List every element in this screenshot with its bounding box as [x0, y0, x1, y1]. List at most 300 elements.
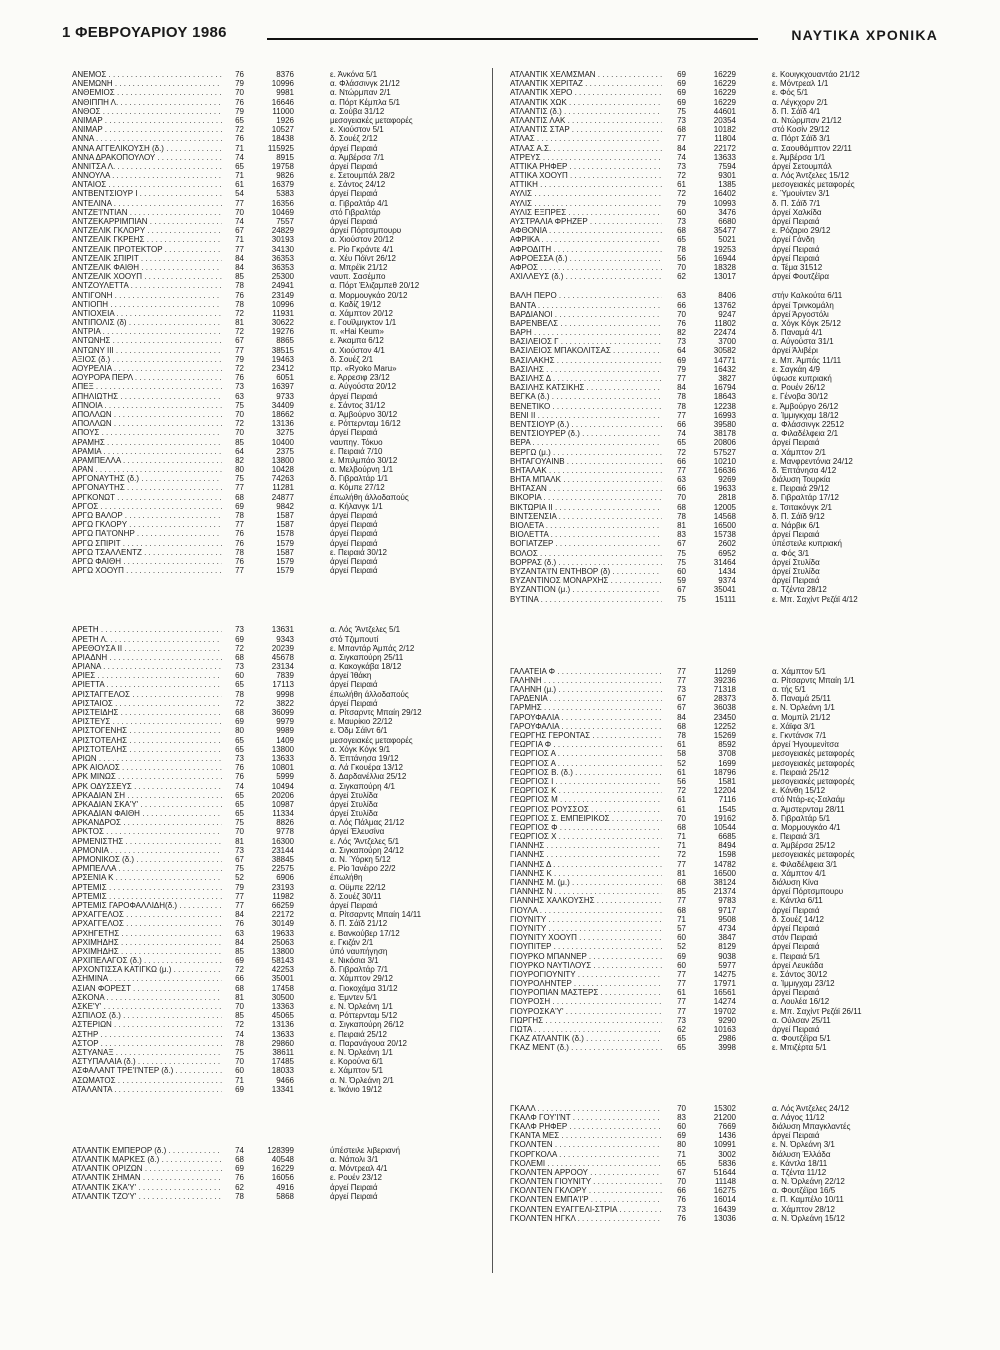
ship-row [72, 392, 472, 401]
build-year: 84 [677, 712, 686, 722]
ship-status: α. Σιγκαπούρη 25/11 [330, 652, 404, 662]
build-year: 71 [677, 914, 686, 924]
ship-status: ε. Ν. Όρλεάνη 1/1 [330, 1047, 393, 1057]
ship-name: ΒΥΖΑΝΤΙΝΟΣ ΜΟΝΑΡΧΗΣ . . . [510, 576, 662, 585]
ship-status: α. Μορμουγκάο 4/1 [772, 822, 841, 832]
build-year: 85 [677, 887, 686, 897]
ship-status: α. Γιβραλτάρ 4/1 [330, 198, 389, 208]
ship-name: ΑΝΕΜΟΣ . . . [72, 70, 222, 79]
tonnage: 2375 [276, 446, 294, 456]
ship-status: μεσογειακές μεταφορές [330, 115, 413, 125]
ship-name: ΑΡΙΕΣ . . . [72, 671, 222, 680]
tonnage: 29860 [271, 1038, 294, 1048]
ship-status: α. Αύγούστα 20/12 [330, 382, 397, 392]
ship-name: ΑΥΛΙΣ . . . [510, 189, 662, 198]
tonnage: 7557 [276, 217, 294, 226]
build-year: 73 [677, 685, 686, 695]
tonnage: 10987 [271, 799, 294, 809]
ship-row [510, 823, 930, 832]
ship-row [72, 263, 472, 272]
ship-row [510, 79, 930, 88]
tonnage: 13800 [271, 455, 294, 465]
ship-status: α. Χόγκ Κόγκ 9/1 [330, 744, 391, 754]
ship-name: ΑΤΛΑΝΤΙΚ ΜΑΡΚΕΣ (δ.) . . . [72, 1155, 222, 1164]
ship-row [72, 1164, 472, 1173]
ship-name: ΑΡΓΟΝΑΥΤΗΣ . . . [72, 483, 222, 492]
ship-name: ΑΣΤΕΡΙΩΝ . . . [72, 1020, 222, 1029]
ship-status: δ. Γιβραλτάρ 1/1 [330, 474, 389, 484]
tonnage: 10182 [713, 125, 736, 135]
ship-row [510, 1214, 930, 1223]
ship-status: άργεί Πειραιά [772, 217, 820, 226]
tonnage: 11000 [272, 106, 294, 116]
ship-status: ε. Πειραιά 5/1 [772, 951, 821, 961]
build-year: 84 [235, 262, 244, 272]
tonnage: 30149 [271, 919, 294, 929]
ship-status: δ. Σουέζ 2/12 [330, 134, 378, 144]
tonnage: 10527 [271, 125, 294, 135]
ship-name: ΓΙΑΝΝΗΣ ΧΑΛΚΟΥΣΗΣ . . . [510, 896, 662, 905]
build-year: 72 [677, 189, 686, 199]
ship-status: ε. Ν. Όρλεάνη 1/1 [330, 1002, 393, 1011]
ship-name: ΑΡΓΩ ΤΣΑΛΛΕΝΤΖ . . . [72, 548, 222, 557]
build-year: 69 [677, 97, 686, 107]
ship-name: ΑΝΤΩΝΥ ΙΙΙ . . . [72, 346, 222, 355]
ship-status: α. Χάμπτον 5/1 [772, 666, 826, 676]
build-year: 70 [235, 1057, 244, 1067]
ship-status: α. Λέγκχορν 2/1 [772, 97, 828, 107]
ship-name: ΒΑΡΕΝΒΕΛΣ . . . [510, 319, 662, 328]
ship-name: ΑΝΤΖΕΛΙΚ ΧΟΟΥΠ . . . [72, 272, 222, 281]
build-year: 84 [677, 143, 686, 153]
build-year: 68 [677, 125, 686, 135]
tonnage: 23144 [271, 845, 294, 855]
ship-row [72, 125, 472, 134]
build-year: 74 [235, 217, 244, 226]
tonnage: 45678 [271, 652, 294, 662]
ship-status: α. Γιοκοχάμα 31/12 [330, 983, 398, 993]
tonnage: 7669 [718, 1121, 736, 1131]
ship-row [510, 162, 930, 171]
ship-row [510, 429, 930, 438]
ship-row [72, 1002, 472, 1011]
build-year: 70 [677, 309, 686, 319]
ship-status: διάλυση Έλλάδα [772, 1149, 831, 1159]
build-year: 75 [235, 864, 244, 874]
ship-name: ΓΙΩΤΑ . . . [510, 1025, 662, 1034]
ship-row [72, 300, 472, 309]
ship-row [72, 837, 472, 846]
tonnage: 15302 [713, 1103, 736, 1113]
build-year: 76 [235, 97, 244, 107]
ship-name: ΑΡΙΣΤΕΥΣ . . . [72, 717, 222, 726]
ship-name: ΓΑΛΗΝΗ (μ.) . . . [510, 685, 662, 694]
ship-status: μεσογειακές μεταφορές [330, 735, 413, 745]
ship-status: α. Λός Πάλμας 21/12 [330, 818, 405, 828]
ship-name: ΓΑΛΑΤΕΙΑ Φ . . . [510, 667, 662, 676]
ship-name: ΒΥΖΑΝΤΙΟΝ (μ.) . . . [510, 585, 662, 594]
ship-status: άργεί Στυλίδα [330, 809, 378, 819]
build-year: 81 [235, 992, 244, 1002]
ship-row [72, 189, 472, 198]
build-year: 70 [677, 1103, 686, 1113]
ship-status: α. Χόγκ Κόγκ 25/12 [772, 318, 842, 328]
ship-status: ε. Κάνθη 15/12 [772, 786, 826, 796]
ship-name: ΓΕΩΡΓΙΟΣ Β. (δ.) . . . [510, 768, 662, 777]
build-year: 76 [235, 1173, 244, 1183]
ship-row [72, 965, 472, 974]
build-year: 73 [677, 337, 686, 347]
ship-name: ΒΟΓΙΑΤΖΕΡ . . . [510, 539, 662, 548]
ship-row [72, 772, 472, 781]
build-year: 61 [677, 767, 686, 777]
build-year: 73 [235, 662, 244, 672]
tonnage: 115925 [267, 143, 294, 153]
ship-status: α. Χάμπτον 28/12 [772, 1204, 835, 1214]
ship-row [510, 438, 930, 447]
ship-row [72, 855, 472, 864]
ship-status: στό Ντάρ-ες-Σαλαάμ [772, 795, 845, 805]
issue-date: 1 ΦΕΒΡΟΥΑΡΙΟΥ 1986 [62, 24, 227, 41]
ship-row [510, 1113, 930, 1122]
build-year: 70 [235, 827, 244, 837]
build-year: 73 [235, 753, 244, 763]
ship-name: ΑΠΟΛΛΩΝ . . . [72, 419, 222, 428]
ship-name: ΒΑΝΤΑ . . . [510, 301, 662, 310]
ship-row [72, 373, 472, 382]
tonnage: 36038 [713, 703, 736, 713]
ship-name: ΑΤΛΑΝΤΙΚ ΕΜΠΕΡΟΡ (δ.) . . . [72, 1146, 222, 1155]
build-year: 66 [235, 974, 244, 984]
build-year: 75 [235, 400, 244, 410]
ship-name: ΑΝΕΜΩΝΗ . . . [72, 79, 222, 88]
tonnage: 13136 [271, 1020, 294, 1030]
build-year: 76 [235, 538, 244, 548]
build-year: 77 [677, 859, 686, 869]
ship-status: δ. Γιβραλτάρ 7/1 [330, 965, 389, 975]
ship-row [72, 1039, 472, 1048]
tonnage: 8826 [276, 818, 294, 828]
ship-row [72, 566, 472, 575]
ship-status: α. Λουλέα 16/12 [772, 997, 830, 1007]
ship-row [72, 134, 472, 143]
ship-name: ΑΣΤΥΠΑΛΑΙΑ (δ.) . . . [72, 1057, 222, 1066]
ship-name: ΑΡΑΜΠΕΛΛΑ . . . [72, 456, 222, 465]
ship-name: ΓΑΡΟΥΦΑΛΙΑ . . . [510, 722, 662, 731]
ship-name: ΑΥΣΤΡΑΛΙΑ ΦΡΗΖΕΡ . . . [510, 217, 662, 226]
ship-row [510, 869, 930, 878]
ship-row [510, 503, 930, 512]
ship-row [510, 88, 930, 97]
tonnage: 23193 [271, 882, 294, 892]
build-year: 63 [677, 475, 686, 485]
ship-row [510, 1205, 930, 1214]
build-year: 66 [677, 484, 686, 494]
ship-row [510, 189, 930, 198]
build-year: 58 [677, 749, 686, 759]
ship-row [72, 864, 472, 873]
ship-status: ε. Ρόττερνταμ 16/12 [330, 419, 401, 429]
ship-name: ΒΗΤΑΣΑΝ . . . [510, 484, 662, 493]
ship-name: ΓΙΟΥΡΚΟ ΝΑΥΤΙΛΟΥΣ . . . [510, 961, 662, 970]
ship-name: ΒΑΣΙΛΕΙΟΣ ΜΠΑΚΟΛΙΤΣΑΣ . . . [510, 346, 662, 355]
build-year: 73 [677, 1204, 686, 1214]
ship-name: ΑΡΓΩ ΠΑ'Ι'ΟΝΗΡ . . . [72, 529, 222, 538]
ship-name: ΓΙΟΥΡΟΓΙΟΥΝΙΤΥ . . . [510, 970, 662, 979]
ship-status: ε. Κουιγκχουαντάο 21/12 [772, 70, 860, 79]
ship-status: α. Νάπολι 3/1 [330, 1155, 379, 1165]
tonnage: 19463 [271, 354, 294, 364]
ship-row [72, 272, 472, 281]
tonnage: 28373 [713, 694, 736, 704]
ship-name: ΒΑΣΙΛΗΣ . . . [510, 365, 662, 374]
ship-name: ΑΣΗΜΙΝΑ . . . [72, 974, 222, 983]
ship-name: ΓΚΑΖ ΑΤΛΑΝΤΙΚ (δ.) . . . [510, 1034, 662, 1043]
build-year: 85 [235, 946, 244, 956]
ship-row [72, 956, 472, 965]
tonnage: 23149 [271, 290, 294, 300]
ship-name: ΓΕΩΡΓΙΟΣ Μ . . . [510, 795, 662, 804]
ship-status: άργεί Στυλίδα [772, 566, 820, 576]
ship-row [72, 217, 472, 226]
build-year: 65 [677, 1034, 686, 1044]
build-year: 76 [235, 373, 244, 383]
tonnage: 19633 [271, 928, 294, 938]
tonnage: 1578 [276, 529, 294, 539]
ship-row [72, 199, 472, 208]
tonnage: 5383 [276, 189, 294, 199]
build-year: 69 [677, 355, 686, 365]
ship-status: άργεί Πειραιά [330, 1191, 378, 1201]
ship-status: ε. Σάντος 30/12 [772, 969, 828, 979]
tonnage: 38515 [271, 345, 294, 355]
tonnage: 19162 [713, 813, 736, 823]
ship-row [510, 786, 930, 795]
ship-row [510, 1131, 930, 1140]
ship-row [510, 961, 930, 970]
build-year: 67 [235, 226, 244, 236]
ship-row [72, 1057, 472, 1066]
ship-name: ΑΡΕΤΗ . . . [72, 625, 222, 634]
page-header [62, 18, 938, 48]
build-year: 69 [677, 88, 686, 98]
ship-row [510, 896, 930, 905]
tonnage: 9508 [718, 914, 736, 924]
tonnage: 13800 [271, 946, 294, 956]
ship-name: ΑΡΓΟΝΑΥΤΗΣ (δ.) . . . [72, 474, 222, 483]
ship-name: ΓΚΑΝΤΑ ΜΕΣ . . . [510, 1131, 662, 1140]
ship-status: άργεί Πειραιά [772, 905, 820, 915]
tonnage: 1434 [718, 566, 736, 576]
ship-name: ΑΡΣΕΝΙΑ Κ . . . [72, 873, 222, 882]
ship-name: ΒΟΡΡΑΣ (δ.) . . . [510, 558, 662, 567]
build-year: 76 [235, 290, 244, 300]
build-year: 66 [677, 1186, 686, 1196]
tonnage: 18438 [271, 134, 294, 144]
ship-row [72, 1076, 472, 1085]
build-year: 73 [677, 161, 686, 171]
ship-row [510, 667, 930, 676]
ship-name: ΑΝΤΖΕΛΙΚ ΓΚΛΟΡΥ . . . [72, 226, 222, 235]
ship-name: ΑΝΤΖΟΥΛΕΤΤΑ . . . [72, 281, 222, 290]
ship-row [72, 107, 472, 116]
build-year: 74 [235, 152, 244, 162]
build-year: 68 [235, 1155, 244, 1165]
tonnage: 9783 [718, 896, 736, 906]
build-year: 69 [235, 501, 244, 511]
tonnage: 14274 [713, 997, 736, 1007]
ship-name: ΑΡΙΑΝΑ . . . [72, 662, 222, 671]
ship-status: ε. Πειραιά 25/12 [330, 1029, 387, 1039]
tonnage: 17485 [271, 1057, 294, 1067]
ship-name: ΑΡΙΣΤΟΓΕΝΗΣ . . . [72, 726, 222, 735]
ship-status: α. Τζέντα 28/12 [772, 585, 827, 595]
ship-row [72, 235, 472, 244]
ship-row [72, 355, 472, 364]
ship-status: άργεί Πειραιά [330, 1182, 378, 1192]
ship-name: ΑΣΤΟΡ . . . [72, 1039, 222, 1048]
ship-name: ΒΕΝΕΤΙΚΟ . . . [510, 402, 662, 411]
ship-name: ΑΠΟΥΣ . . . [72, 428, 222, 437]
ship-row [510, 226, 930, 235]
ship-name: ΑΣΤΥΑΝΑΞ . . . [72, 1048, 222, 1057]
build-year: 67 [677, 1167, 686, 1177]
tonnage: 18796 [713, 767, 736, 777]
ship-name: ΑΡΚΑΔΙΑΝ ΦΑΙΘΗ . . . [72, 809, 222, 818]
ship-status: άργεί Στυλίδα [772, 557, 820, 567]
tonnage: 2602 [718, 539, 736, 549]
ship-name: ΑΡΧΙΜΗΔΗΣ . . . [72, 947, 222, 956]
ship-name: ΓΙΑΝΝΗΣ . . . [510, 841, 662, 850]
build-year: 67 [235, 855, 244, 864]
ship-status: ε. Ν. Όρλεάνη 1/1 [772, 703, 835, 713]
build-year: 76 [677, 1195, 686, 1205]
ship-status: άργεί Πειραιά [772, 988, 820, 998]
ship-name: ΑΡΙΑΔΝΗ . . . [72, 653, 222, 662]
build-year: 68 [677, 502, 686, 512]
ship-row [510, 346, 930, 355]
tonnage: 20354 [713, 115, 736, 125]
ship-name: ΒΑΣΙΛΗΣ Δ . . . [510, 374, 662, 383]
build-year: 67 [677, 539, 686, 549]
tonnage: 9981 [276, 88, 294, 98]
ship-name: ΑΡΙΩΝ . . . [72, 754, 222, 763]
ship-status: άργεί Πειραιά [330, 391, 378, 401]
build-year: 77 [677, 1006, 686, 1016]
tonnage: 3700 [718, 337, 736, 347]
ship-status: α. τής 5/1 [772, 685, 806, 695]
ship-row [510, 694, 930, 703]
build-year: 62 [235, 1182, 244, 1192]
ship-status: ε. Άρρεσιφ 23/12 [330, 373, 390, 383]
build-year: 75 [677, 548, 686, 558]
ship-row [510, 245, 930, 254]
ship-row [510, 217, 930, 226]
build-year: 61 [677, 180, 686, 190]
ship-name: ΑΤΛΑΝΤΙΚ ΧΩΚ . . . [510, 98, 662, 107]
ship-name: ΓΑΡΟΥΦΑΛΙΑ . . . [510, 713, 662, 722]
ship-status: α. Σιγκαπούρη 26/12 [330, 1020, 404, 1030]
build-year: 60 [235, 671, 244, 681]
ship-row [510, 356, 930, 365]
ship-status: α. Χέυ Πόϊντ 26/12 [330, 253, 396, 263]
ship-row [510, 125, 930, 134]
tonnage: 4916 [276, 1182, 294, 1192]
ship-status: ε. Μπιζέρτα 5/1 [772, 1043, 827, 1053]
ship-status: ε. Χιούστον 5/1 [330, 125, 384, 135]
ship-name: ΑΝΤΩΝΗΣ . . . [72, 336, 222, 345]
build-year: 60 [677, 207, 686, 217]
ship-name: ΑΝΝΑ ΑΓΓΕΛΙΚΟΥΣΗ (δ.) . . . [72, 144, 222, 153]
tonnage: 16439 [713, 1204, 736, 1214]
ship-status: ύπό ναυπήγηση [330, 946, 388, 956]
build-year: 80 [235, 726, 244, 736]
ship-name: ΑΤΛΑΝΤΙΚ ΣΚΑ'Υ' . . . [72, 1183, 222, 1192]
build-year: 72 [677, 171, 686, 181]
ship-status: α. Φιλαδέλφεια 2/1 [772, 429, 839, 439]
build-year: 66 [677, 419, 686, 429]
ship-status: δ. Παναμά 25/11 [772, 694, 831, 704]
ship-status: ναυπ. Σασέμπο [330, 272, 386, 282]
tonnage: 1579 [276, 538, 294, 548]
tonnage: 19253 [713, 244, 736, 254]
tonnage: 11982 [272, 891, 294, 901]
ship-row [510, 448, 930, 457]
build-year: 69 [235, 956, 244, 966]
ship-name: ΑΡΓΩ ΒΑΛΟΡ . . . [72, 511, 222, 520]
ship-section [510, 667, 930, 1053]
ship-name: ΓΙΟΥΛΑ . . . [510, 906, 662, 915]
ship-name: ΑΡΜΟΝΙΚΟΣ (δ.) . . . [72, 855, 222, 864]
build-year: 52 [235, 873, 244, 883]
build-year: 81 [677, 521, 686, 530]
ship-name: ΑΞΙΟΣ (δ.) . . . [72, 355, 222, 364]
build-year: 74 [235, 1029, 244, 1039]
ship-name: ΑΡΜΟΝΙΑ . . . [72, 846, 222, 855]
ship-row [510, 1195, 930, 1204]
build-year: 71 [235, 1075, 244, 1085]
ship-status: α. Σαουθάμπτον 22/11 [772, 143, 852, 153]
build-year: 63 [235, 391, 244, 401]
build-year: 85 [235, 272, 244, 282]
tonnage: 2818 [718, 493, 736, 503]
tonnage: 25063 [271, 937, 294, 947]
build-year: 68 [235, 492, 244, 502]
ship-status: α. Άμστερνταμ 28/11 [772, 804, 845, 814]
build-year: 77 [235, 891, 244, 901]
ship-status: άργεί Χαλκίδα [772, 207, 822, 217]
ship-status: α. Σιγκαπούρη 24/12 [330, 845, 404, 855]
ship-row [510, 98, 930, 107]
ship-name: ΑΝΤΒΕΝΤΣΙΟΥΡ Ι . . . [72, 189, 222, 198]
ship-row [510, 70, 930, 79]
tonnage: 16356 [271, 198, 294, 208]
build-year: 70 [235, 428, 244, 438]
ship-name: ΓΚΟΛΝΤΕΝ ΓΙΟΥΝΙΤΥ . . . [510, 1177, 662, 1186]
build-year: 72 [677, 447, 686, 457]
tonnage: 23412 [271, 364, 294, 373]
ship-row [510, 171, 930, 180]
ship-status: α. Φουτζέϊρα 5/1 [772, 1034, 831, 1044]
build-year: 75 [677, 106, 686, 116]
ship-status: ε. Γουϊλμιγκτον 1/1 [330, 318, 397, 328]
ship-row [72, 929, 472, 938]
ship-status: ε. Όδμ Σάϊντ 6/1 [330, 726, 388, 736]
ship-status: διάλυση Τουρκία [772, 475, 831, 485]
build-year: 77 [677, 997, 686, 1007]
ship-row [510, 484, 930, 493]
build-year: 73 [677, 217, 686, 226]
